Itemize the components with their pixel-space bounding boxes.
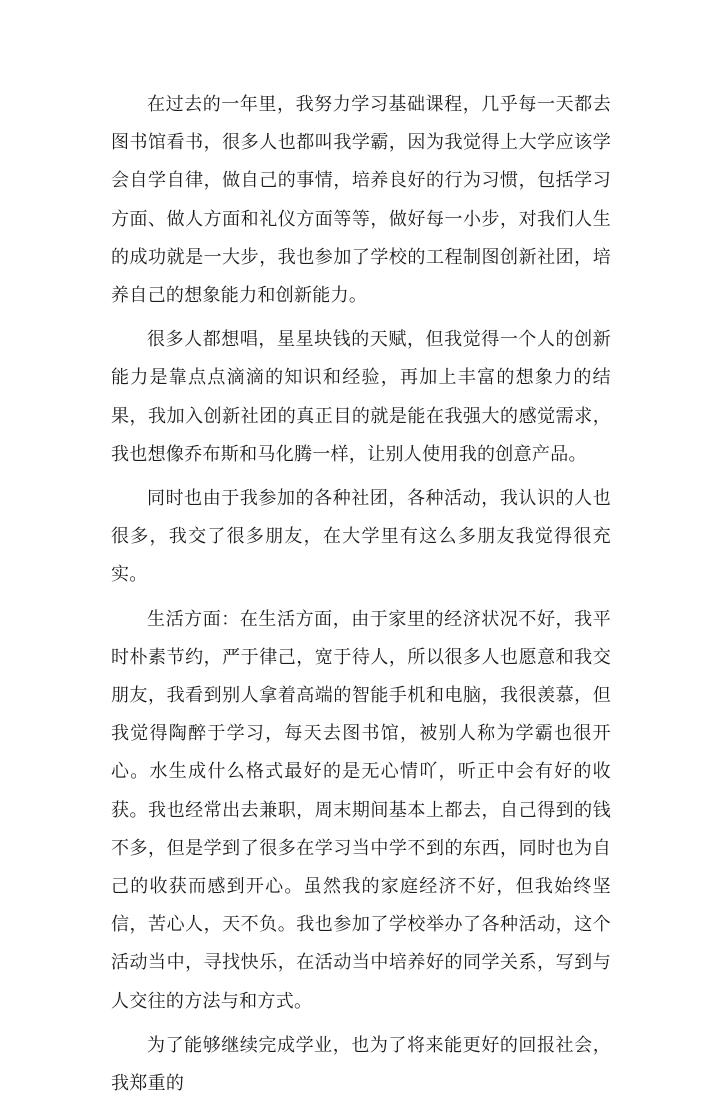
document-body	[111, 86, 611, 1109]
paragraph-3: 同时也由于我参加的各种社团，各种活动，我认识的人也很多，我交了很多朋友，在大学里有这么多朋友我觉得很充实。	[111, 488, 611, 586]
paragraph-2: 很多人都想唱，星星块钱的天赋，但我觉得一个人的创新能力是靠点点滴滴的知识和经验，再加上丰富的想象力的结果，我加入创新社团的真正目的就是能在我强大的感觉需求，我也想像乔布斯和马化腾一样，让别人使用我的创意产品。	[111, 329, 611, 465]
paragraph-1: 在过去的一年里，我努力学习基础课程，几乎每一天都去图书馆看书，很多人也都叫我学霸，因为我觉得上大学应该学会自学自律，做自己的事情，培养良好的行为习惯，包括学习方面、做人方面和礼仪方面等等，做好每一小步，对我们人生的成功就是一大步，我也参加了学校的工程制图创新社团，培养自己的想象能力和创新能力。	[111, 94, 611, 307]
paragraph-5: 为了能够继续完成学业，也为了将来能更好的回报社会，我郑重的	[111, 1034, 611, 1095]
paragraph-4: 生活方面：在生活方面，由于家里的经济状况不好，我平时朴素节约，严于律己，宽于待人，所以很多人也愿意和我交朋友，我看到别人拿着高端的智能手机和电脑，我很羡慕，但我觉得陶醉于学习，每天去图书馆，被别人称为学霸也很开心。水生成什么格式最好的是无心情吖，听正中会有好的收获。我也经常出去兼职，周末期间基本上都去，自己得到的钱不多，但是学到了很多在学习当中学不到的东西，同时也为自己的收获而感到开心。虽然我的家庭经济不好，但我始终坚信，苦心人，天不负。我也参加了学校举办了各种活动，这个活动当中，寻找快乐，在活动当中培养好的同学关系，写到与人交往的方法与和方式。	[111, 608, 611, 1012]
